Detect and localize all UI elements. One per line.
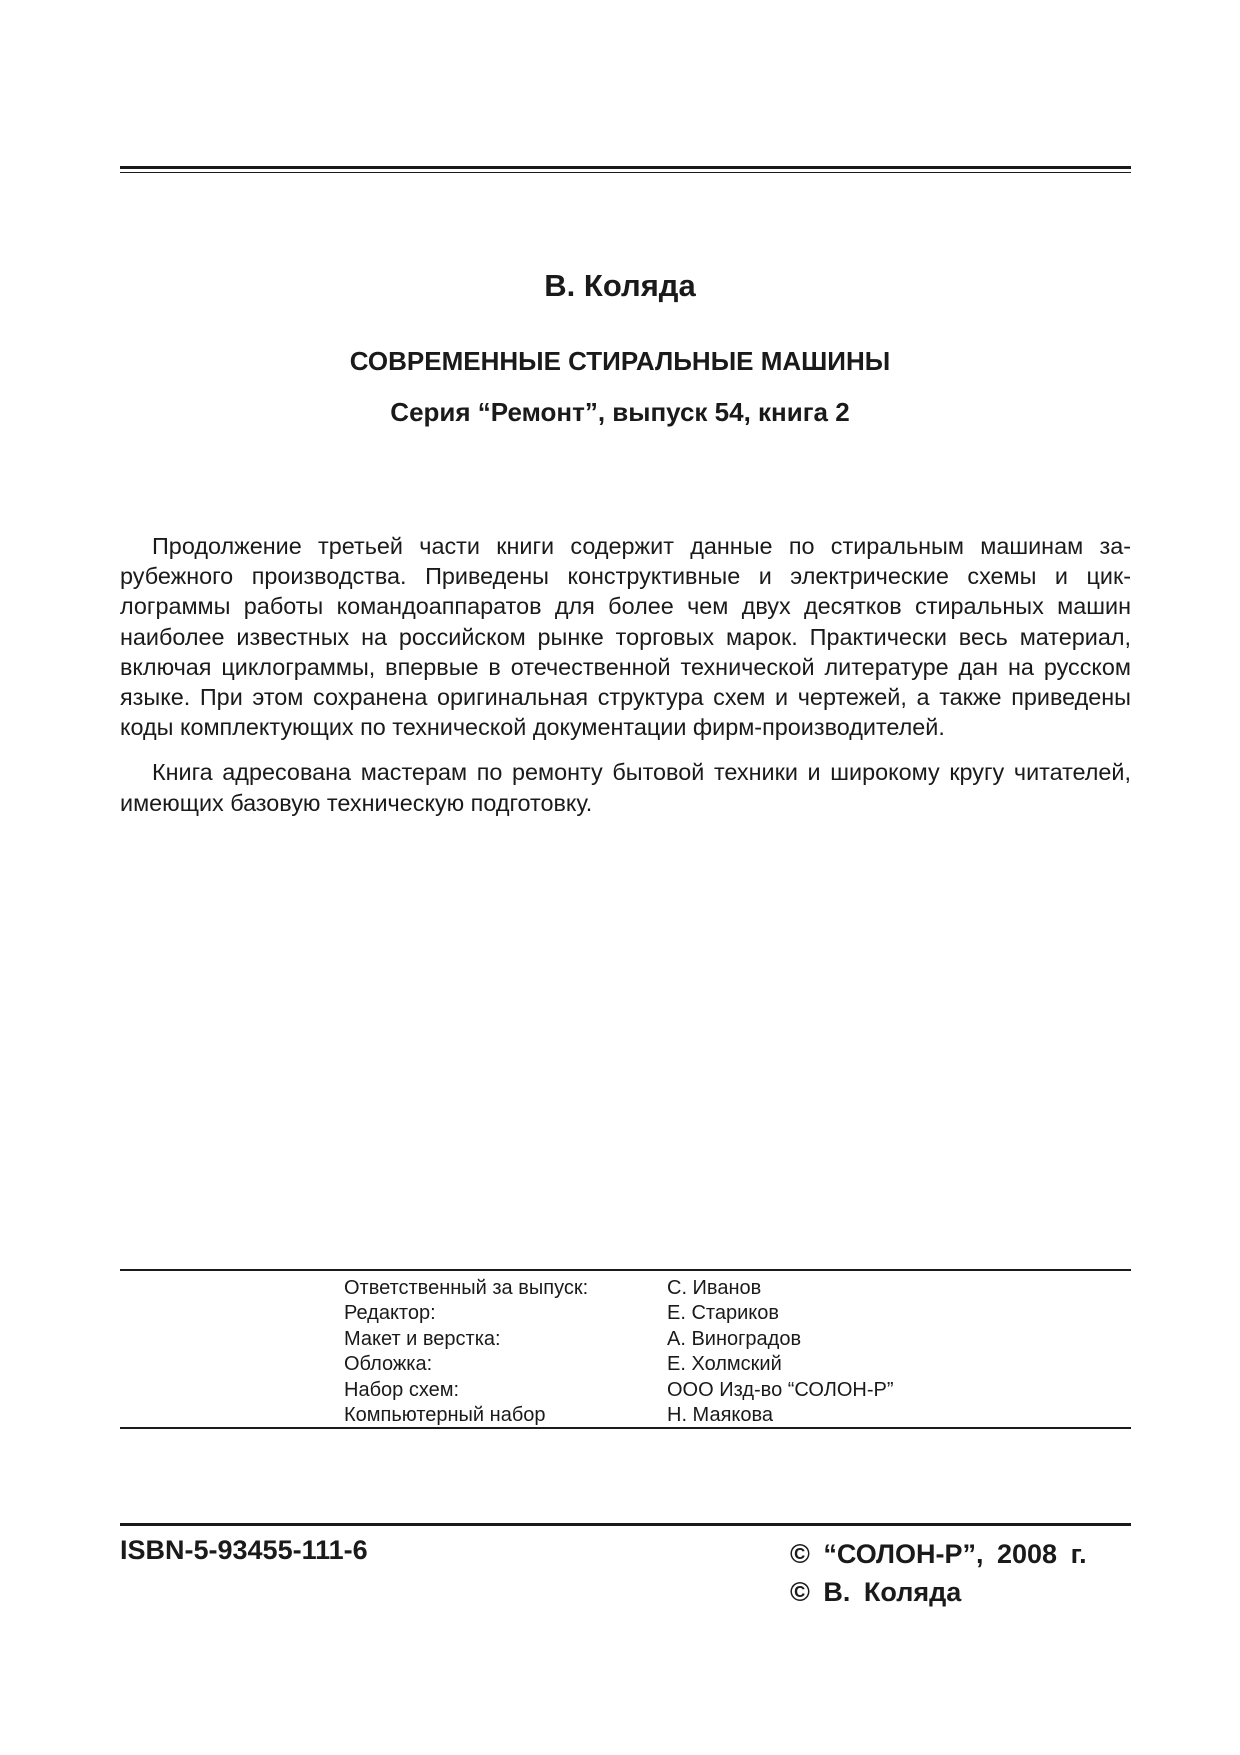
credit-name: ООО Изд-во “СОЛОН-Р” [667, 1378, 894, 1401]
footer-rule [120, 1523, 1131, 1526]
book-series: Серия “Ремонт”, выпуск 54, книга 2 [390, 397, 850, 427]
credit-row [344, 1327, 894, 1352]
credit-row [344, 1301, 894, 1326]
credits-rule-bottom [120, 1427, 1131, 1429]
credit-name: Е. Стариков [667, 1302, 779, 1325]
credit-role: Компьютерный набор [344, 1404, 546, 1427]
credits-rule-top [120, 1269, 1131, 1271]
credits-list [344, 1276, 894, 1428]
book-title: СОВРЕМЕННЫЕ СТИРАЛЬНЫЕ МАШИНЫ [349, 346, 891, 376]
credit-role: Набор схем: [344, 1378, 460, 1401]
credit-name: А. Виноградов [667, 1327, 802, 1350]
abstract [120, 531, 1131, 818]
top-rule-thin [120, 172, 1131, 173]
credit-name: Е. Холмский [667, 1353, 782, 1376]
credit-role: Обложка: [344, 1353, 433, 1376]
credit-role: Ответственный за выпуск: [344, 1277, 589, 1299]
copyright-block [790, 1535, 1087, 1611]
credit-row [344, 1352, 894, 1377]
credit-name: Н. Маякова [667, 1404, 774, 1427]
credit-role: Редактор: [344, 1302, 436, 1325]
credit-row [344, 1403, 894, 1428]
credit-row [344, 1378, 894, 1403]
credit-role: Макет и верстка: [344, 1327, 501, 1350]
copyright-publisher: © “СОЛОН-Р”, 2008 г. [790, 1539, 1087, 1569]
credit-name: С. Иванов [667, 1277, 762, 1299]
copyright-author: © В. Коляда [790, 1577, 962, 1607]
book-author: В. Коляда [544, 268, 696, 303]
isbn: ISBN-5-93455-111-6 [120, 1535, 368, 1565]
credit-row [344, 1276, 894, 1301]
abstract-paragraph: Продолжение третьей части книги содержит данные по стиральным машинам зарубежного производства. Приведены конструктивные и электрические схемы и циклограммы работы командоаппаратов для более чем двух десятков стиральных машин наиболее известных на российском рынке торговых марок. Практически весь материал, включая циклограммы, впервые в отечественной технической литературе дан на русском языке. При этом сохранена оригинальная структура схем и чертежей, а также приведены коды комплектующих по технической документации фирм-производителей. [120, 533, 1131, 741]
top-rule-thick [120, 166, 1131, 169]
abstract-paragraph: Книга адресована мастерам по ремонту бытовой техники и широкому кругу читателей, имеющих базовую техническую подготовку. [120, 759, 1131, 816]
